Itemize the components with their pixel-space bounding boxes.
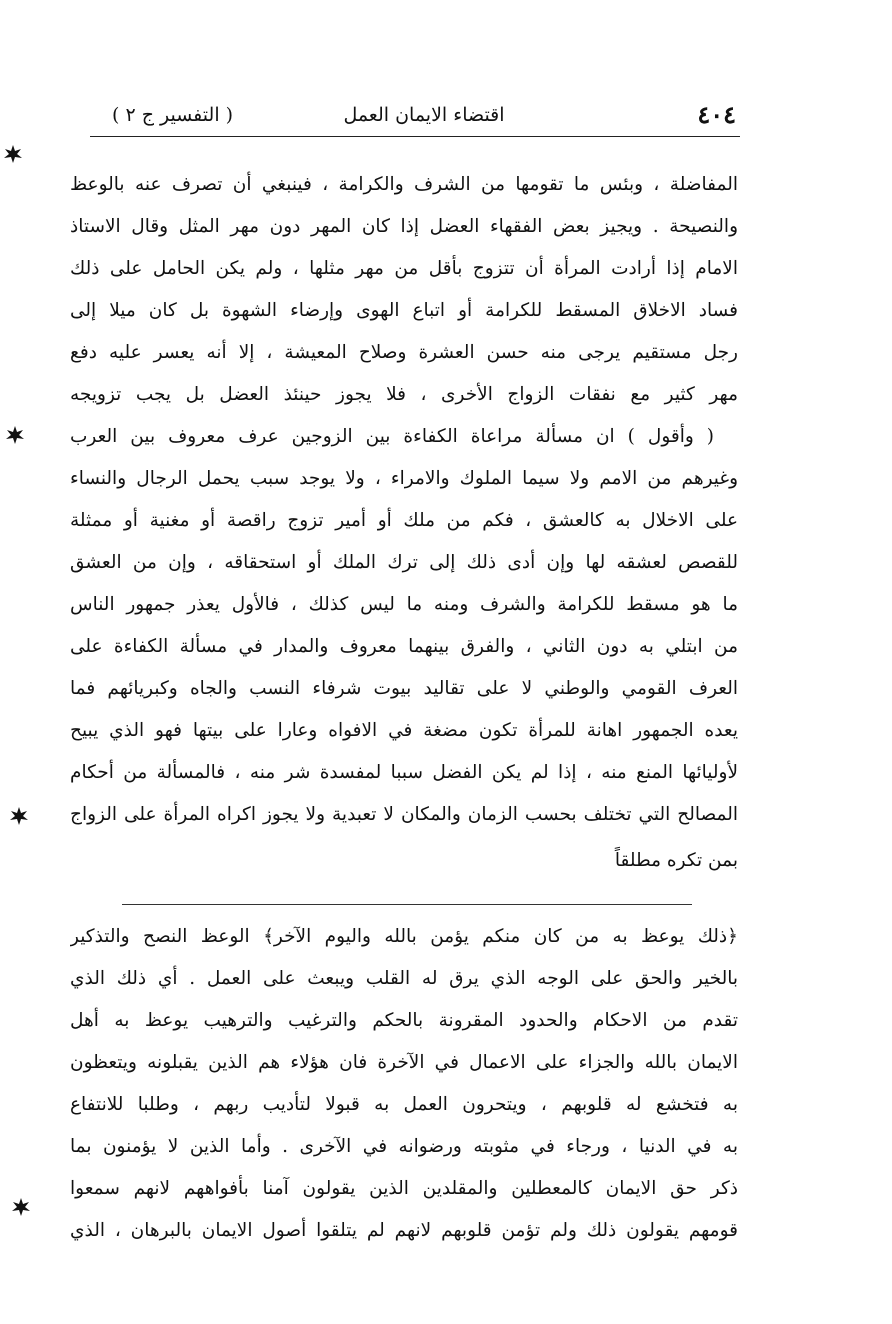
text-line: المفاضلة ، وبئس ما تقومها من الشرف والكرامة ، فينبغي أن تصرف عنه بالوعظ: [70, 174, 738, 195]
text-line: فساد الاخلاق المسقط للكرامة أو اتباع الهوى وإرضاء الشهوة بل كان ميلا إلى: [70, 300, 738, 321]
running-head: [112, 96, 736, 136]
text-line: المصالح التي تختلف بحسب الزمان والمكان لا تعبدية ولا يجوز اكراه المرأة على الزواج: [70, 804, 738, 825]
text-line: بمن تكره مطلقاً: [614, 850, 738, 871]
text-line: بالخير والحق على الوجه الذي يرق له القلب ويبعث على العمل . أي ذلك الذي: [70, 968, 738, 989]
text-line: ذكر حق الايمان كالمعطلين والمقلدين الذين يقولون آمنا بأفواههم لانهم سمعوا: [70, 1178, 738, 1199]
text-line: قومهم يقولون ذلك ولم تؤمن قلوبهم لانهم لم يتلقوا أصول الايمان بالبرهان ، الذي: [70, 1220, 738, 1241]
text-line: رجل مستقيم يرجى منه حسن العشرة وصلاح المعيشة ، إلا أنه يعسر عليه دفع: [70, 342, 738, 363]
text-line: الامام إذا أرادت المرأة أن تتزوج بأقل من مهر مثلها ، ولم يكن الحامل على ذلك: [70, 258, 738, 279]
text-line: للقصص لعشقه لها وإن أدى ذلك إلى ترك الملك أو استحقاقه ، وإن من العشق: [70, 552, 738, 573]
ink-blot-icon: [4, 424, 26, 446]
text-line: ﴿ذلك يوعظ به من كان منكم يؤمن بالله واليوم الآخر﴾ الوعظ النصح والتذكير: [70, 926, 738, 947]
text-line: والنصيحة . ويجيز بعض الفقهاء العضل إذا كان المهر دون مهر المثل وقال الاستاذ: [70, 216, 738, 237]
text-line: من ابتلي به دون الثاني ، والفرق بينهما معروف والمدار في مسألة الكفاءة على: [70, 636, 738, 657]
text-line: على الاخلال به كالعشق ، فكم من ملك أو أمير تزوج راقصة أو مغنية أو ممثلة: [70, 510, 738, 531]
text-line: وغيرهم من الامم ولا سيما الملوك والامراء ، ولا يوجد سبب يحمل الرجال والنساء: [70, 468, 738, 489]
page-number: ٤٠٤: [697, 100, 736, 129]
text-line: ما هو مسقط للكرامة والشرف ومنه ما ليس كذلك ، فالأول يعذر جمهور الناس: [70, 594, 738, 615]
ink-blot-icon: [8, 805, 30, 827]
text-line: العرف القومي والوطني لا على تقاليد بيوت شرفاء النسب والجاه وكبريائهم فما: [70, 678, 738, 699]
text-line: يعده الجمهور اهانة للمرأة تكون مضغة في الافواه وعارا على بيتها فهو الذي يبيح: [70, 720, 738, 741]
section-divider: [122, 904, 692, 905]
ink-blot-icon: [10, 1196, 32, 1218]
text-line: به فتخشع له قلوبهم ، ويتحرون العمل به قبولا لتأديب ربهم ، وطلبا للانتفاع: [70, 1094, 738, 1115]
text-line: تقدم من الاحكام والحدود المقرونة بالحكم والترغيب والترهيب يوعظ به أهل: [70, 1010, 738, 1031]
running-title: اقتضاء الايمان العمل: [343, 104, 505, 126]
text-line: الايمان بالله والجزاء على الاعمال في الآخرة فان هؤلاء هم الذين يقبلونه ويتعظون: [70, 1052, 738, 1073]
ink-blot-icon: [2, 143, 24, 165]
text-line: ( وأقول ) ان مسألة مراعاة الكفاءة بين الزوجين عرف معروف بين العرب: [70, 426, 714, 447]
text-line: مهر كثير مع نفقات الزواج الأخرى ، فلا يجوز حينئذ العضل بل يجب تزويجه: [70, 384, 738, 405]
text-line: به في الدنيا ، ورجاء في مثوبته ورضوانه في الآخرى . وأما الذين لا يؤمنون بما: [70, 1136, 738, 1157]
header-rule: [90, 136, 740, 137]
part-label: ( التفسير ج ٢ ): [112, 104, 234, 126]
text-line: لأوليائها المنع منه ، إذا لم يكن الفضل سببا لمفسدة شر منه ، فالمسألة من أحكام: [70, 762, 738, 783]
